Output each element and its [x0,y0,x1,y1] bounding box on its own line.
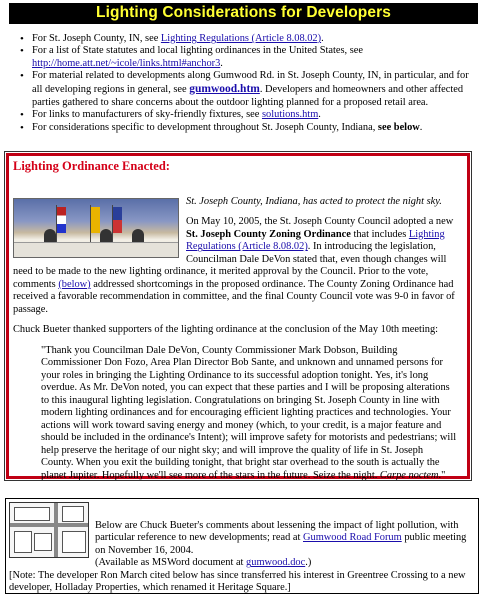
ordinance-text-run: On May 10, 2005, the St. Joseph County Council adopted a new [186,216,454,228]
thanks-paragraph: Chuck Bueter thanked supporters of the lighting ordinance at the conclusion of the May 10th meeting: [13,324,439,336]
council-desk [14,242,178,257]
below-link[interactable]: (below) [58,278,91,290]
bullet-text: For material related to developments along Gumwood Rd. in St. Joseph County, IN, in particular, and for all developing regions in general, see [32,70,469,95]
bullet-text: For links to manufacturers of sky-friendly fixtures, see [32,109,262,121]
gumwood-forum-link[interactable]: Gumwood Road Forum [303,532,402,544]
quote-run: ." [438,469,446,481]
road [54,503,58,557]
gumwood-doc-link[interactable]: gumwood.doc [246,557,306,569]
bullet-text: For considerations specific to development throughout St. Joseph County, Indiana, [32,121,378,133]
building [14,531,32,553]
lighting-regulations-link[interactable]: Lighting Regulations (Article 8.08.02) [160,33,322,44]
carpe-noctem: Carpe noctem [379,469,439,481]
ordinance-heading: Lighting Ordinance Enacted: [13,159,170,173]
bullet-text: For a list of State statutes and local lighting ordinances in the United States, see [32,45,363,57]
quote-block [41,345,457,482]
bullet-text: . [321,33,324,44]
intro-list [16,33,471,134]
site-plan-image [9,502,89,558]
bullet-text: . [419,121,423,133]
comments-text: public meeting on November 16, 2004. [95,532,467,556]
council-meeting-photo [13,198,179,258]
msword-paragraph [9,557,475,569]
comments-text: (Available as MSWord document at [95,557,247,569]
lighting-regulations-link[interactable]: Lighting Regulations (Article 8.08.02) [186,228,445,253]
bullet-text: . [220,57,223,69]
ordinance-box [6,153,470,479]
list-item [16,33,471,45]
ordinance-text-run: . In introducing the legislation, Councilman Dale DeVon stated that, even though changes will need to be made to the new lighting ordinance, it merited approval by the Council. Prior to the vote, comments [13,241,447,290]
comments-text: .) [305,557,312,569]
building [14,507,50,521]
quote-run: "Thank you Councilman Dale DeVon, County Commissioner Mark Dobson, Building Commissioner Don Fozo, Area Plan Director Bob Sante, and unknown and unnamed persons for your roles in bringing the Lighting Ordinance to its successful adoption tonight. Yes, it's long overdue. As Mr. DeVon noted, you can expect that these parties and I will be proposing alterations to this inaugural lighting legislation. Congratulations on bringing St. Joseph County in line with modern lighting ordinances and for encouraging efficient lighting practices and technologies. Your actions will work toward saving energy and money (which, to your credit, is a major feature and should be included in the ordinance's Intent); will improve safety for motorists and pedestrians; will help preserve the heritage of our night sky; and will improve the quality of life in St. Joseph County. When you exit the building tonight, that bright star overhead to the south is actually the planet Jupiter. Hopefully we'll see more of the stars in the future. Seize the night. [41,344,457,481]
flag [91,207,100,233]
ordinance-text-run: that includes [350,228,409,240]
list-item [16,70,471,109]
road [10,523,88,527]
quote-text [41,345,457,482]
ordinance-intro: St. Joseph County, Indiana, has acted to protect the night sky. [186,196,442,207]
building [34,533,52,551]
developer-note: [Note: The developer Ron March cited below has since transferred his interest in Greentree Crossing to a new developer, Holladay Properties, which renamed it Heritage Square.] [9,569,466,594]
zoning-ordinance-name: St. Joseph County Zoning Ordinance [186,228,351,240]
page-title: Lighting Considerations for Developers [96,4,391,22]
ordinance-text [13,196,463,482]
see-below-text: see below [377,121,420,133]
bullet-text: . Developers and homeowners and other affected parties gathered to share concerns about the outdoor lighting planned for a proposed retail area. [32,83,464,108]
gumwood-link[interactable]: gumwood.htm [189,82,260,95]
title-bar [9,3,478,24]
bullet-text: For St. Joseph County, IN, see [32,33,161,44]
list-item [16,122,471,134]
solutions-link[interactable]: solutions.htm [261,109,319,121]
building [62,531,86,553]
flag [113,207,122,233]
state-statutes-link[interactable]: http://home.att.net/~icole/links.html#anchor3 [32,57,221,69]
list-item [16,109,471,121]
bullet-text: . [318,109,321,121]
list-item [16,45,471,70]
comments-box [5,498,479,594]
building [62,506,84,522]
comments-text: Below are Chuck Bueter's comments about lessening the impact of light pollution, with particular reference to new developments; read at [95,520,459,544]
ordinance-text-run: addressed shortcomings in the proposed ordinance. The County Zoning Ordinance had received a favorable recommendation in committee, and the final County Council vote was 9-0 in favor of passage. [13,278,455,315]
flag [57,207,66,233]
